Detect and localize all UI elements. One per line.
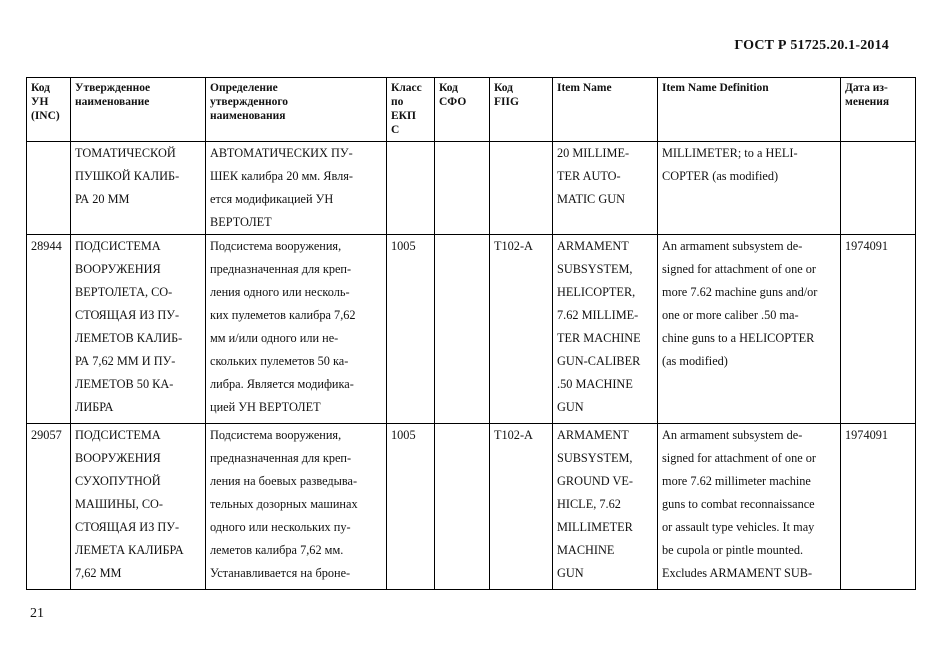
cell-class — [387, 424, 435, 590]
header-line: Дата из- — [845, 82, 888, 94]
header-line: Утвержденное — [75, 82, 151, 94]
cell-line: MACHINE — [557, 543, 615, 557]
cell-line: ВЕРТОЛЕТА, СО- — [75, 285, 173, 299]
cell-line: предназначенная для креп- — [210, 262, 352, 276]
cell-line: GUN — [557, 566, 584, 580]
header-line: Определение — [210, 82, 278, 94]
cell-def-ru — [206, 424, 387, 590]
cell-fiig — [490, 235, 553, 424]
cell-line: ПОДСИСТЕМА — [75, 428, 161, 442]
cell-inc — [27, 142, 71, 235]
cell-line: 1974091 — [845, 239, 889, 253]
cell-line: либра. Является модифика- — [210, 377, 354, 391]
cell-line: chine guns to a HELICOPTER — [662, 331, 815, 345]
cell-line: ВЕРТОЛЕТ — [210, 215, 272, 229]
cell-line: 1005 — [391, 239, 416, 253]
cell-def-ru — [206, 235, 387, 424]
header-line: наименование — [75, 96, 150, 108]
cell-line: ления на боевых разведыва- — [210, 474, 358, 488]
cell-line: GROUND VE- — [557, 474, 633, 488]
cell-def-en — [658, 142, 841, 235]
cell-line: 7,62 ММ — [75, 566, 122, 580]
column-header-inc — [27, 78, 71, 142]
cell-date — [841, 424, 916, 590]
column-header-fiig — [490, 78, 553, 142]
header-line: ЕКП — [391, 110, 416, 122]
cell-fiig — [490, 142, 553, 235]
cell-line: ТОМАТИЧЕСКОЙ — [75, 146, 176, 160]
table-header-row — [27, 78, 916, 142]
cell-line: guns to combat reconnaissance — [662, 497, 815, 511]
column-header-class — [387, 78, 435, 142]
header-line: FIIG — [494, 96, 519, 108]
cell-line: (as modified) — [662, 354, 728, 368]
header-line: (INC) — [31, 110, 60, 122]
cell-line: ШЕК калибра 20 мм. Явля- — [210, 169, 354, 183]
table-row — [27, 424, 916, 590]
cell-sfo — [435, 424, 490, 590]
cell-def-ru — [206, 142, 387, 235]
cell-line: ARMAMENT — [557, 428, 629, 442]
cell-line: more 7.62 millimeter machine — [662, 474, 811, 488]
table-body — [27, 142, 916, 590]
table-row — [27, 142, 916, 235]
cell-line: 29057 — [31, 428, 62, 442]
cell-line: Excludes ARMAMENT SUB- — [662, 566, 813, 580]
table-row — [27, 235, 916, 424]
cell-line: T102-A — [494, 428, 533, 442]
cell-line: more 7.62 machine guns and/or — [662, 285, 818, 299]
cell-line: Подсистема вооружения, — [210, 428, 342, 442]
cell-line: SUBSYSTEM, — [557, 451, 633, 465]
cell-line: ЛИБРА — [75, 400, 114, 414]
cell-class — [387, 235, 435, 424]
cell-line: 1005 — [391, 428, 416, 442]
header-line: Item Name — [557, 82, 612, 94]
cell-line: GUN — [557, 400, 584, 414]
column-header-item-def — [658, 78, 841, 142]
cell-date — [841, 142, 916, 235]
cell-sfo — [435, 142, 490, 235]
specification-table — [26, 77, 916, 590]
cell-line: 7.62 MILLIME- — [557, 308, 639, 322]
cell-line: СУХОПУТНОЙ — [75, 474, 161, 488]
cell-line: одного или нескольких пу- — [210, 520, 351, 534]
cell-name-ru — [71, 424, 206, 590]
header-line: Код — [439, 82, 459, 94]
cell-line: СТОЯЩАЯ ИЗ ПУ- — [75, 308, 180, 322]
cell-sfo — [435, 235, 490, 424]
cell-line: Устанавливается на броне- — [210, 566, 351, 580]
page-number: 21 — [30, 606, 44, 621]
cell-line: предназначенная для креп- — [210, 451, 352, 465]
cell-line: TER MACHINE — [557, 331, 641, 345]
cell-line: ПУШКОЙ КАЛИБ- — [75, 169, 180, 183]
cell-line: An armament subsystem de- — [662, 239, 803, 253]
cell-line: 28944 — [31, 239, 62, 253]
cell-line: MILLIMETER; to a HELI- — [662, 146, 798, 160]
cell-line: ется модификацией УН — [210, 192, 334, 206]
cell-line: цией УН ВЕРТОЛЕТ — [210, 400, 321, 414]
cell-line: ЛЕМЕТОВ 50 КА- — [75, 377, 174, 391]
cell-line: An armament subsystem de- — [662, 428, 803, 442]
cell-date — [841, 235, 916, 424]
cell-name-en — [553, 235, 658, 424]
cell-class — [387, 142, 435, 235]
cell-line: СТОЯЩАЯ ИЗ ПУ- — [75, 520, 180, 534]
cell-line: 1974091 — [845, 428, 889, 442]
cell-inc — [27, 424, 71, 590]
cell-line: one or more caliber .50 ma- — [662, 308, 799, 322]
cell-line: ВООРУЖЕНИЯ — [75, 262, 161, 276]
cell-line: HICLE, 7.62 — [557, 497, 621, 511]
header-line: Код — [494, 82, 514, 94]
header-line: Класс — [391, 82, 422, 94]
header-line: Код — [31, 82, 51, 94]
cell-line: ARMAMENT — [557, 239, 629, 253]
cell-line: signed for attachment of one or — [662, 451, 816, 465]
cell-line: ЛЕМЕТА КАЛИБРА — [75, 543, 184, 557]
header-line: УН — [31, 96, 49, 108]
column-header-item-name — [553, 78, 658, 142]
column-header-sfo — [435, 78, 490, 142]
header-line: СФО — [439, 96, 467, 108]
cell-line: тельных дозорных машинах — [210, 497, 358, 511]
cell-line: T102-A — [494, 239, 533, 253]
column-header-def-ru — [206, 78, 387, 142]
cell-def-en — [658, 424, 841, 590]
cell-line: TER AUTO- — [557, 169, 621, 183]
cell-line: HELICOPTER, — [557, 285, 636, 299]
cell-def-en — [658, 235, 841, 424]
cell-line: SUBSYSTEM, — [557, 262, 633, 276]
cell-name-en — [553, 142, 658, 235]
cell-line: ПОДСИСТЕМА — [75, 239, 161, 253]
cell-line: GUN-CALIBER — [557, 354, 641, 368]
header-line: утвержденного — [210, 96, 289, 108]
cell-line: ких пулеметов калибра 7,62 — [210, 308, 356, 322]
cell-line: ЛЕМЕТОВ КАЛИБ- — [75, 331, 183, 345]
cell-line: РА 7,62 ММ И ПУ- — [75, 354, 176, 368]
cell-line: МАШИНЫ, СО- — [75, 497, 164, 511]
header-line: по — [391, 96, 404, 108]
cell-line: леметов калибра 7,62 мм. — [210, 543, 344, 557]
header-line: наименования — [210, 110, 286, 122]
cell-line: скольких пулеметов 50 ка- — [210, 354, 349, 368]
cell-line: COPTER (as modified) — [662, 169, 779, 183]
header-line: Item Name Definition — [662, 82, 769, 94]
cell-name-en — [553, 424, 658, 590]
cell-line: signed for attachment of one or — [662, 262, 816, 276]
cell-line: РА 20 ММ — [75, 192, 130, 206]
cell-line: Подсистема вооружения, — [210, 239, 342, 253]
cell-line: MILLIMETER — [557, 520, 633, 534]
cell-line: or assault type vehicles. It may — [662, 520, 815, 534]
cell-line: 20 MILLIME- — [557, 146, 630, 160]
cell-line: мм и/или одного или не- — [210, 331, 339, 345]
cell-line: ления одного или несколь- — [210, 285, 350, 299]
cell-line: ВООРУЖЕНИЯ — [75, 451, 161, 465]
document-code: ГОСТ Р 51725.20.1-2014 — [734, 38, 889, 53]
cell-line: .50 MACHINE — [557, 377, 633, 391]
cell-inc — [27, 235, 71, 424]
column-header-name-ru — [71, 78, 206, 142]
cell-fiig — [490, 424, 553, 590]
cell-line: be cupola or pintle mounted. — [662, 543, 804, 557]
column-header-date — [841, 78, 916, 142]
cell-name-ru — [71, 142, 206, 235]
cell-line: MATIC GUN — [557, 192, 625, 206]
cell-line: АВТОМАТИЧЕСКИХ ПУ- — [210, 146, 353, 160]
header-line: менения — [845, 96, 890, 108]
cell-name-ru — [71, 235, 206, 424]
header-line: С — [391, 124, 400, 136]
